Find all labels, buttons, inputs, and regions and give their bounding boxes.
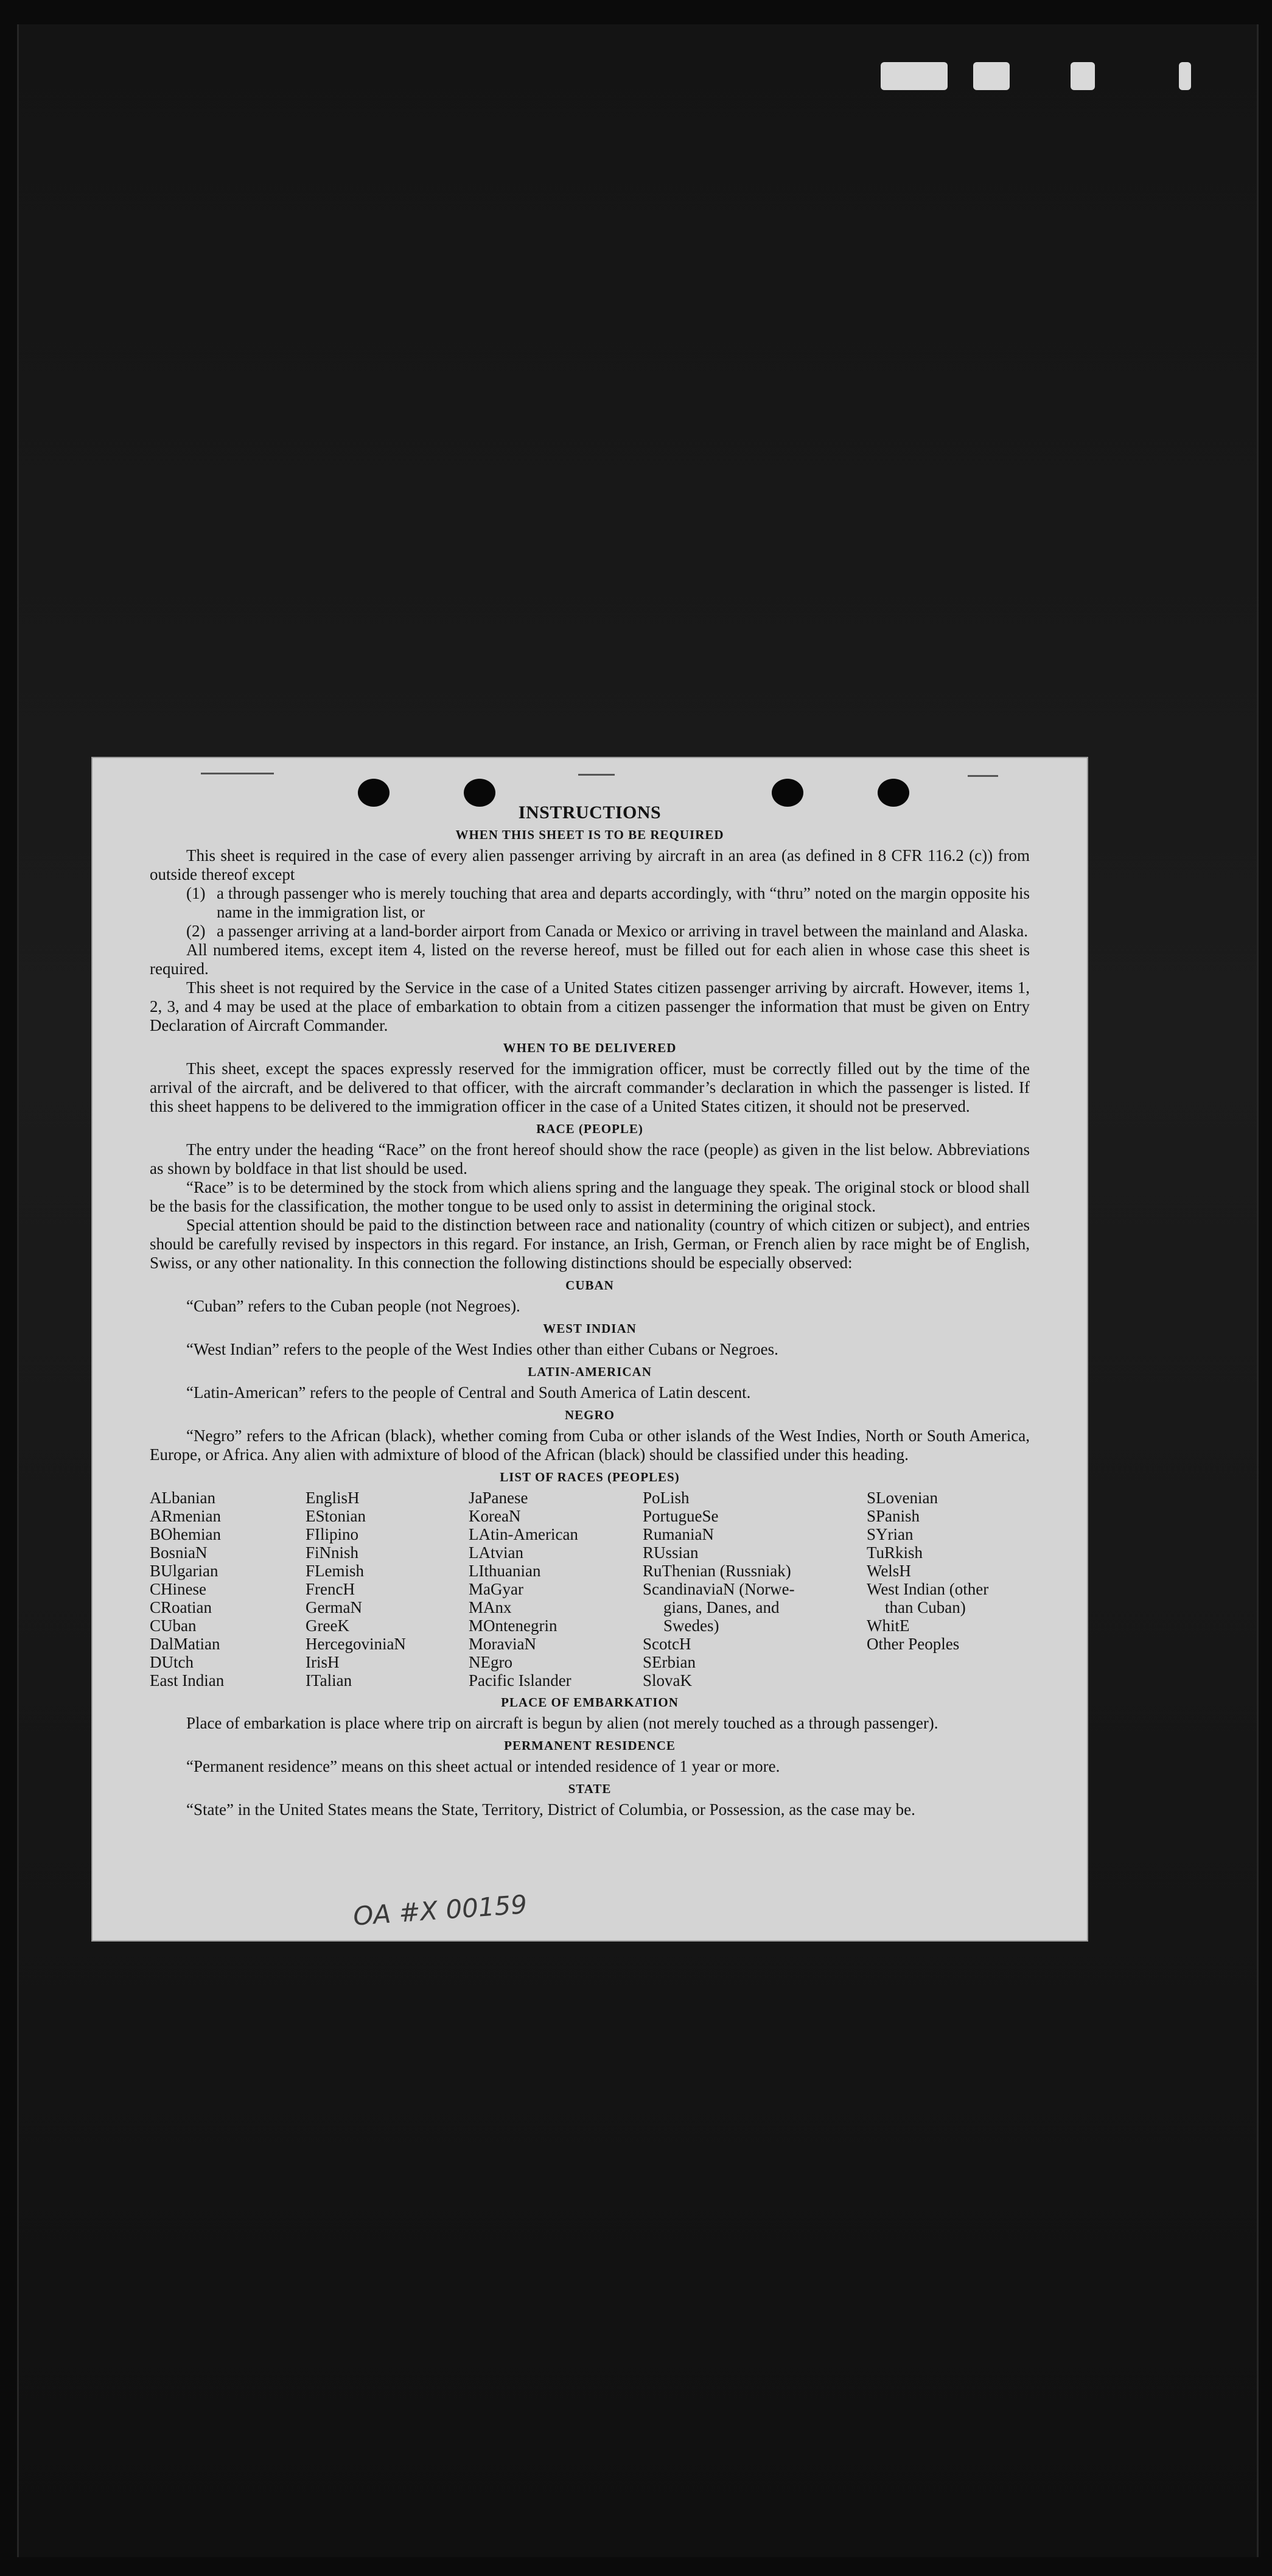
race-entry: Pacific Islander xyxy=(469,1671,571,1690)
list-item xyxy=(186,922,1030,941)
race-entry: LIthuanian xyxy=(469,1562,541,1580)
frame-marker xyxy=(973,62,1010,90)
race-entry: FiNnish xyxy=(306,1543,359,1562)
frame-marker xyxy=(1071,62,1095,90)
race-entry: RuThenian (Russniak) xyxy=(643,1562,791,1580)
race-entry: TuRkish xyxy=(867,1543,923,1562)
paragraph: This sheet is not required by the Service in the case of a United States citizen passenger arriving by aircraft. However, items 1, 2, 3, and 4 may be used at the place of embarkation to obtain from a citizen passenger the information that must be given on Entry Declaration of Aircraft Commander. xyxy=(150,978,1030,1034)
section-heading: WEST INDIAN xyxy=(543,1321,637,1336)
paragraph: “Race” is to be determined by the stock from which aliens spring and the language they speak. The original stock or blood shall be the basis for the classification, the mother tongue to be used only to assist in determining the original stock. xyxy=(150,1178,1030,1215)
paragraph: The entry under the heading “Race” on the front hereof should show the race (people) as given in the list below. Abbreviations as shown by boldface in that list should be used. xyxy=(150,1140,1030,1177)
section-heading: LATIN-AMERICAN xyxy=(528,1364,652,1379)
race-entry: FrencH xyxy=(306,1580,355,1598)
page-title: INSTRUCTIONS xyxy=(518,802,662,823)
race-entry: gians, Danes, and xyxy=(663,1598,780,1616)
race-entry: ARmenian xyxy=(150,1507,221,1525)
race-entry: WelsH xyxy=(867,1562,911,1580)
paragraph: This sheet, except the spaces expressly reserved for the immigration officer, must be correctly filled out by the time of the arrival of the aircraft, and be delivered to that officer, with the aircraft commander’s declaration in which the passenger is listed. If this sheet happens to be delivered to the immigration officer in the case of a United States citizen, it should not be preserved. xyxy=(150,1059,1030,1115)
race-entry: PortugueSe xyxy=(643,1507,719,1525)
race-entry: CUban xyxy=(150,1616,197,1635)
section-heading: LIST OF RACES (PEOPLES) xyxy=(500,1470,680,1484)
race-entry: MOntenegrin xyxy=(469,1616,557,1635)
race-entry: CHinese xyxy=(150,1580,206,1598)
race-entry: BOhemian xyxy=(150,1525,221,1543)
scan-mark xyxy=(968,775,998,777)
race-entry: DUtch xyxy=(150,1653,194,1671)
race-entry: ALbanian xyxy=(150,1489,215,1507)
races-column xyxy=(150,1489,306,1690)
paragraph: “Permanent residence” means on this sheet actual or intended residence of 1 year or more. xyxy=(186,1757,780,1775)
race-entry: ScotcH xyxy=(643,1635,691,1653)
paragraph: Special attention should be paid to the distinction between race and nationality (country of which citizen or subject), and entries should be carefully revised by inspectors in this regard. For instance, an Irish, German, or French alien by race might be of English, Swiss, or any other nationality. In this connection the following distinctions should be especially observed: xyxy=(150,1216,1030,1272)
race-entry: ScandinaviaN (Norwe- xyxy=(643,1580,795,1598)
section-heading: NEGRO xyxy=(564,1408,615,1422)
item-number: (1) xyxy=(186,884,206,902)
race-entry: RumaniaN xyxy=(643,1525,714,1543)
race-entry: BosniaN xyxy=(150,1543,208,1562)
race-entry: BUlgarian xyxy=(150,1562,218,1580)
race-entry: CRoatian xyxy=(150,1598,212,1616)
race-entry: MAnx xyxy=(469,1598,512,1616)
race-entry: GermaN xyxy=(306,1598,362,1616)
race-entry: GreeK xyxy=(306,1616,349,1635)
race-entry: KoreaN xyxy=(469,1507,521,1525)
race-entry: JaPanese xyxy=(469,1489,528,1507)
race-entry: RUssian xyxy=(643,1543,699,1562)
paragraph: “State” in the United States means the State, Territory, District of Columbia, or Possession, as the case may be. xyxy=(186,1800,915,1819)
race-entry: LAtvian xyxy=(469,1543,523,1562)
race-entry: FLemish xyxy=(306,1562,365,1580)
frame-marker xyxy=(1179,62,1191,90)
paragraph: Place of embarkation is place where trip on aircraft is begun by alien (not merely touched as a through passenger). xyxy=(186,1714,938,1732)
race-entry: EnglisH xyxy=(306,1489,360,1507)
list-item xyxy=(186,884,1030,922)
instruction-sheet xyxy=(91,757,1088,1942)
race-entry: SLovenian xyxy=(867,1489,938,1507)
race-entry: DalMatian xyxy=(150,1635,220,1653)
races-column xyxy=(867,1489,1030,1690)
item-number: (2) xyxy=(186,922,206,940)
sheet-content xyxy=(150,803,1030,1819)
race-entry: SPanish xyxy=(867,1507,920,1525)
race-entry: IrisH xyxy=(306,1653,340,1671)
paragraph: “Cuban” refers to the Cuban people (not Negroes). xyxy=(186,1297,520,1315)
race-entry: Other Peoples xyxy=(867,1635,960,1653)
race-entry: MaGyar xyxy=(469,1580,523,1598)
frame-marker xyxy=(881,62,948,90)
section-heading: RACE (PEOPLE) xyxy=(536,1121,643,1136)
item-text: a passenger arriving at a land-border airport from Canada or Mexico or arriving in travel between the mainland and Alaska. xyxy=(217,922,1029,940)
race-entry: East Indian xyxy=(150,1671,225,1690)
item-text: a through passenger who is merely touching that area and departs accordingly, with “thru” noted on the margin opposite his name in the immigration list, or xyxy=(217,884,1030,921)
race-entry: HercegoviniaN xyxy=(306,1635,406,1653)
scan-mark xyxy=(578,774,615,776)
section-heading: PERMANENT RESIDENCE xyxy=(504,1738,676,1753)
race-entry: West Indian (other xyxy=(867,1580,989,1598)
handwritten-note: OA #X 00159 xyxy=(352,1889,528,1931)
races-column xyxy=(469,1489,643,1690)
paragraph: All numbered items, except item 4, listed on the reverse hereof, must be filled out for each alien in whose case this sheet is required. xyxy=(150,941,1030,978)
race-entry: ITalian xyxy=(306,1671,352,1690)
section-heading: WHEN THIS SHEET IS TO BE REQUIRED xyxy=(455,827,724,842)
race-entry: MoraviaN xyxy=(469,1635,536,1653)
race-entry: SYrian xyxy=(867,1525,914,1543)
section-heading: PLACE OF EMBARKATION xyxy=(501,1695,679,1710)
race-entry: EStonian xyxy=(306,1507,366,1525)
races-column xyxy=(306,1489,469,1690)
section-heading: WHEN TO BE DELIVERED xyxy=(503,1041,677,1055)
race-entry: SErbian xyxy=(643,1653,696,1671)
race-entry: WhitE xyxy=(867,1616,910,1635)
race-entry: PoLish xyxy=(643,1489,690,1507)
race-entry: SlovaK xyxy=(643,1671,692,1690)
paragraph: “Latin-American” refers to the people of Central and South America of Latin descent. xyxy=(186,1383,751,1402)
scan-mark xyxy=(201,773,274,774)
race-entry: than Cuban) xyxy=(885,1598,966,1616)
section-heading: CUBAN xyxy=(565,1278,614,1293)
races-list xyxy=(150,1489,1030,1690)
paragraph: “West Indian” refers to the people of the West Indies other than either Cubans or Negroes. xyxy=(186,1340,778,1358)
race-entry: NEgro xyxy=(469,1653,512,1671)
section-heading: STATE xyxy=(568,1781,612,1796)
paragraph: “Negro” refers to the African (black), whether coming from Cuba or other islands of the West Indies, North or South America, Europe, or Africa. Any alien with admixture of blood of the African (black) should be classified under this heading. xyxy=(150,1427,1030,1464)
races-column xyxy=(643,1489,867,1690)
race-entry: Swedes) xyxy=(663,1616,719,1635)
paragraph: This sheet is required in the case of every alien passenger arriving by aircraft in an area (as defined in 8 CFR 116.2 (c)) from outside thereof except xyxy=(150,846,1030,883)
race-entry: FIlipino xyxy=(306,1525,359,1543)
race-entry: LAtin-American xyxy=(469,1525,578,1543)
